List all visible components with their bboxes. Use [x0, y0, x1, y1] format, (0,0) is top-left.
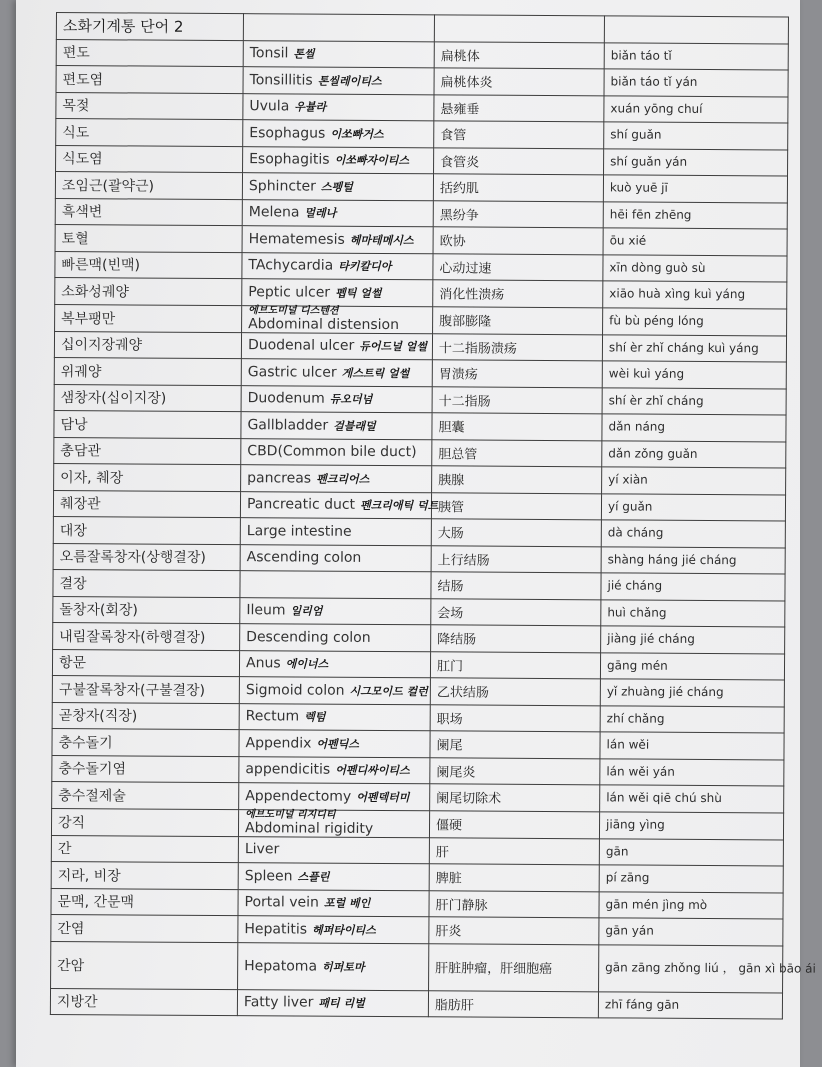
- english-term: Uvula: [249, 98, 290, 115]
- korean-term: 담낭: [54, 410, 241, 438]
- chinese-term: 僵硬: [429, 810, 599, 838]
- korean-term: 곧창자(직장): [52, 702, 239, 730]
- chinese-term: 胰腺: [432, 466, 602, 494]
- english-term-cell: [238, 942, 429, 990]
- header-empty-cell: [243, 14, 434, 42]
- korean-term: 지방간: [50, 988, 237, 1016]
- table-row: [51, 941, 783, 992]
- english-term-cell: [240, 544, 431, 572]
- pinyin: lán wěi qiē chú shù: [600, 785, 784, 813]
- handwritten-pronunciation: 걸블래덜: [333, 419, 376, 433]
- pinyin: biǎn táo tǐ: [604, 42, 788, 70]
- english-term: Melena: [248, 204, 300, 221]
- english-term: Gastric ulcer: [247, 363, 337, 381]
- handwritten-pronunciation: 톤씰: [293, 47, 315, 61]
- pinyin: biǎn táo tǐ yán: [604, 69, 788, 97]
- english-term-cell: [240, 597, 431, 625]
- english-term: Esophagitis: [249, 151, 330, 168]
- pinyin: yǐ zhuàng jié cháng: [600, 679, 784, 707]
- english-term-cell: [240, 624, 431, 652]
- korean-term: 간암: [51, 941, 238, 989]
- pinyin: xīn dòng guò sù: [603, 254, 787, 282]
- pinyin: shàng háng jié cháng: [601, 546, 785, 574]
- header-empty-cell: [604, 16, 788, 44]
- pinyin: jiāng yìng: [599, 811, 783, 839]
- chinese-term: 阑尾炎: [430, 757, 600, 785]
- english-term: Liver: [244, 841, 280, 858]
- english-term-cell: [240, 491, 439, 519]
- handwritten-pronunciation: 듀어드널 얼썰: [359, 340, 427, 354]
- chinese-term: 食管炎: [434, 147, 604, 175]
- pinyin: lán wěi yán: [600, 758, 784, 786]
- handwritten-pronunciation: 에이너스: [285, 657, 329, 671]
- chinese-term: 降结肠: [431, 625, 601, 653]
- korean-term: 토혈: [55, 224, 242, 252]
- pinyin: dǎn náng: [602, 414, 786, 442]
- pinyin: shí guǎn: [604, 122, 788, 150]
- chinese-term: 上行结肠: [431, 545, 601, 573]
- english-term: appendicitis: [245, 761, 331, 778]
- chinese-term: 肝: [429, 837, 599, 865]
- english-term-cell: [239, 650, 430, 678]
- english-term-cell: [240, 518, 431, 546]
- chinese-term: 肝脏肿瘤，肝细胞癌: [429, 943, 599, 991]
- handwritten-pronunciation: 스플린: [297, 870, 330, 884]
- english-term: Spleen: [244, 867, 293, 885]
- korean-term: 샘창자(십이지장): [54, 384, 241, 412]
- korean-term: 총담관: [54, 437, 241, 465]
- handwritten-pronunciation: 일리엄: [290, 604, 323, 618]
- handwritten-pronunciation: 히퍼토마: [322, 960, 365, 974]
- pinyin: shí èr zhǐ cháng: [602, 387, 786, 415]
- english-term: Duodenum: [247, 390, 325, 407]
- korean-term: 이자, 췌장: [54, 463, 241, 491]
- chinese-term: 心动过速: [433, 253, 603, 281]
- handwritten-pronunciation: 에브도미널 리지디티: [245, 808, 336, 821]
- chinese-term: 十二指肠溃疡: [432, 333, 602, 361]
- english-term-cell: [237, 989, 428, 1017]
- chinese-term: 大肠: [431, 519, 601, 547]
- pinyin: gān: [599, 838, 783, 866]
- pinyin: fù bù péng lóng: [603, 307, 787, 335]
- chinese-term: 阑尾: [430, 731, 600, 759]
- pinyin: hēi fēn zhēng: [603, 201, 787, 229]
- pinyin: lán wěi: [600, 732, 784, 760]
- korean-term: 흑색변: [55, 198, 242, 226]
- english-term: Ileum: [246, 602, 286, 619]
- pinyin: gān mén jìng mò: [599, 891, 783, 919]
- english-term: Esophagus: [249, 124, 326, 142]
- korean-term: 위궤양: [54, 357, 241, 385]
- english-term-cell: [243, 67, 434, 95]
- english-term-cell: [238, 836, 429, 864]
- english-term: Appendix: [245, 734, 312, 752]
- handwritten-pronunciation: 포럴 베인: [323, 896, 371, 911]
- english-term-cell: [242, 226, 433, 254]
- english-term: Portal vein: [244, 894, 319, 911]
- korean-term: 식도염: [56, 145, 243, 173]
- pinyin: wèi kuì yáng: [602, 361, 786, 389]
- handwritten-pronunciation: 렉텀: [304, 710, 326, 724]
- handwritten-pronunciation: 에브도미널 디스텐션: [248, 304, 339, 317]
- english-term: Tonsil: [249, 45, 289, 62]
- chinese-term: 阑尾切除术: [430, 784, 600, 812]
- chinese-term: 脾脏: [429, 864, 599, 892]
- chinese-term: 悬雍垂: [434, 94, 604, 122]
- korean-term: 돌창자(회장): [53, 596, 240, 624]
- handwritten-pronunciation: 헤퍼타이티스: [312, 923, 376, 937]
- handwritten-pronunciation: 어펜딕스: [316, 737, 359, 751]
- korean-term: 소화성궤양: [55, 277, 242, 305]
- pinyin: dà cháng: [601, 520, 785, 548]
- english-term-cell: [242, 173, 433, 201]
- english-term-cell: [242, 305, 433, 333]
- english-term: Hematemesis: [248, 230, 345, 248]
- handwritten-pronunciation: 톤씰레이티스: [317, 74, 382, 88]
- pinyin: zhī fáng gān: [598, 991, 782, 1019]
- chinese-term: 欧协: [433, 227, 603, 255]
- english-term-cell: [243, 93, 434, 121]
- english-term: CBD(Common bile duct): [247, 443, 417, 461]
- pinyin: huì chǎng: [601, 599, 785, 627]
- handwritten-pronunciation: 듀오더넘: [329, 392, 373, 407]
- handwritten-pronunciation: 게스트릭 얼썰: [341, 366, 410, 380]
- chinese-term: 黑纷争: [433, 200, 603, 228]
- korean-term: 충수돌기: [52, 728, 239, 756]
- english-term: Descending colon: [246, 628, 371, 646]
- handwritten-pronunciation: 패티 리벌: [318, 996, 365, 1011]
- korean-term: 구불잘록창자(구불결장): [52, 675, 239, 703]
- header-empty-cell: [434, 15, 604, 43]
- english-term-cell: [238, 889, 429, 917]
- pinyin: shí èr zhǐ cháng kuì yáng: [602, 334, 786, 362]
- english-term: Appendectomy: [245, 787, 352, 805]
- korean-term: 오름잘록창자(상행결장): [53, 543, 240, 571]
- korean-term: 강직: [51, 808, 238, 836]
- korean-term: 문맥, 간문맥: [51, 888, 238, 916]
- english-term-cell: [242, 279, 433, 307]
- handwritten-pronunciation: 펩틱 얼썰: [335, 286, 382, 300]
- korean-term: 충수돌기염: [52, 755, 239, 783]
- handwritten-pronunciation: 어펜덱터미: [356, 790, 410, 804]
- english-term-cell: [242, 252, 433, 280]
- english-term-cell: [239, 783, 430, 811]
- english-term-cell: [238, 863, 429, 891]
- chinese-term: 肝炎: [429, 917, 599, 945]
- english-term: Pancreatic duct: [246, 496, 356, 514]
- chinese-term: 脂肪肝: [428, 990, 598, 1018]
- english-term: Hepatitis: [244, 920, 308, 938]
- english-term: Abdominal distension: [248, 315, 400, 333]
- korean-term: 지라, 비장: [51, 861, 238, 889]
- pinyin: ōu xié: [603, 228, 787, 256]
- chinese-term: 十二指肠: [432, 386, 602, 414]
- chinese-term: 食管: [434, 121, 604, 149]
- korean-term: 목젖: [56, 92, 243, 120]
- handwritten-pronunciation: 헤마테메시스: [349, 233, 414, 247]
- english-term-cell: [241, 332, 432, 360]
- pinyin: pí zāng: [599, 865, 783, 893]
- pinyin: gān yán: [599, 918, 783, 946]
- table-title: 소화기계통 단어 2: [56, 13, 243, 41]
- english-term-cell: [241, 385, 432, 413]
- korean-term: 조임근(괄약근): [55, 172, 242, 200]
- chinese-term: 胆囊: [432, 413, 602, 441]
- handwritten-pronunciation: 펜크리어스: [316, 472, 370, 486]
- english-term: Large intestine: [246, 522, 352, 540]
- handwritten-pronunciation: 시그모이드 컬런: [349, 684, 428, 699]
- korean-term: 내림잘록창자(하행결장): [53, 622, 240, 650]
- korean-term: 항문: [52, 649, 239, 677]
- english-term: Fatty liver: [243, 994, 314, 1011]
- pinyin: jié cháng: [601, 573, 785, 601]
- english-term: TAchycardia: [248, 257, 334, 274]
- pinyin: yí xiàn: [602, 467, 786, 495]
- pinyin: gāng mén: [600, 652, 784, 680]
- chinese-term: 胆总管: [432, 439, 602, 467]
- korean-term: 대장: [53, 516, 240, 544]
- korean-term: 식도: [56, 119, 243, 147]
- chinese-term: 括约肌: [433, 174, 603, 202]
- chinese-term: 肝门静脉: [429, 890, 599, 918]
- english-term: Hepatoma: [244, 957, 318, 975]
- english-term-cell: [243, 40, 434, 68]
- chinese-term: 胃溃疡: [432, 360, 602, 388]
- handwritten-pronunciation: 이쏘빠거스: [330, 127, 384, 141]
- korean-term: 결장: [53, 569, 240, 597]
- pinyin: yí guǎn: [601, 493, 785, 521]
- english-term: Peptic ulcer: [248, 283, 331, 301]
- pinyin: kuò yuē jī: [603, 175, 787, 203]
- pinyin: jiàng jié cháng: [601, 626, 785, 654]
- handwritten-pronunciation: 어펜디싸이티스: [335, 763, 410, 778]
- chinese-term: 胰管: [431, 492, 601, 520]
- english-term: Rectum: [245, 708, 300, 725]
- handwritten-pronunciation: 펜크리애틱 덕트: [360, 499, 439, 513]
- english-term-cell: [243, 146, 434, 174]
- chinese-term: 扁桃体炎: [434, 68, 604, 96]
- korean-term: 췌장관: [53, 490, 240, 518]
- english-term-cell: [241, 465, 432, 493]
- chinese-term: 腹部膨隆: [433, 306, 603, 334]
- english-term-cell: [243, 120, 434, 148]
- korean-term: 간: [51, 835, 238, 863]
- english-term: Anus: [245, 655, 281, 672]
- chinese-term: 肛门: [430, 651, 600, 679]
- chinese-term: 乙状结肠: [430, 678, 600, 706]
- english-term: Abdominal rigidity: [244, 819, 374, 837]
- pinyin: xuán yōng chuí: [604, 95, 788, 123]
- pinyin: gān zāng zhǒng liú ， gān xì bāo ái: [599, 944, 783, 992]
- english-term-cell: [240, 571, 431, 599]
- english-term: pancreas: [247, 469, 312, 487]
- korean-term: 편도염: [56, 66, 243, 94]
- english-term-cell: [242, 199, 433, 227]
- chinese-term: 职场: [430, 704, 600, 732]
- english-term: Ascending colon: [246, 549, 362, 567]
- english-term-cell: [238, 916, 429, 944]
- pinyin: zhí chǎng: [600, 705, 784, 733]
- pinyin: shí guǎn yán: [604, 148, 788, 176]
- english-term: Tonsillitis: [249, 71, 313, 89]
- handwritten-pronunciation: 우뷸라: [294, 100, 327, 114]
- chinese-term: 扁桃体: [434, 41, 604, 69]
- english-term: Sigmoid colon: [245, 681, 345, 699]
- english-term-cell: [241, 412, 432, 440]
- handwritten-pronunciation: 스펭털: [320, 180, 353, 194]
- chinese-term: 会场: [431, 598, 601, 626]
- pinyin: dǎn zǒng guǎn: [602, 440, 786, 468]
- paper-sheet: [16, 0, 816, 1067]
- korean-term: 빠른맥(빈맥): [55, 251, 242, 279]
- korean-term: 십이지장궤양: [54, 331, 241, 359]
- korean-term: 편도: [56, 39, 243, 67]
- english-term: Gallbladder: [247, 416, 329, 434]
- handwritten-pronunciation: 타키칼디아: [338, 259, 392, 274]
- korean-term: 복부팽만: [55, 304, 242, 332]
- english-term-cell: [241, 438, 432, 466]
- english-term-cell: [238, 809, 429, 837]
- table-row: [50, 988, 782, 1019]
- korean-term: 간염: [51, 914, 238, 942]
- vocabulary-table: [50, 12, 816, 1019]
- chinese-term: 消化性溃疡: [433, 280, 603, 308]
- pinyin: xiāo huà xìng kuì yáng: [603, 281, 787, 309]
- korean-term: 충수절제술: [52, 781, 239, 809]
- english-term-cell: [239, 756, 430, 784]
- english-term: Duodenal ulcer: [247, 337, 355, 355]
- english-term-cell: [239, 730, 430, 758]
- english-term-cell: [239, 703, 430, 731]
- handwritten-pronunciation: 멀레나: [304, 206, 337, 220]
- chinese-term: 结肠: [431, 572, 601, 600]
- english-term-cell: [241, 359, 432, 387]
- english-term: Sphincter: [248, 177, 316, 195]
- handwritten-pronunciation: 이쏘빠자이티스: [334, 153, 410, 168]
- english-term-cell: [239, 677, 430, 705]
